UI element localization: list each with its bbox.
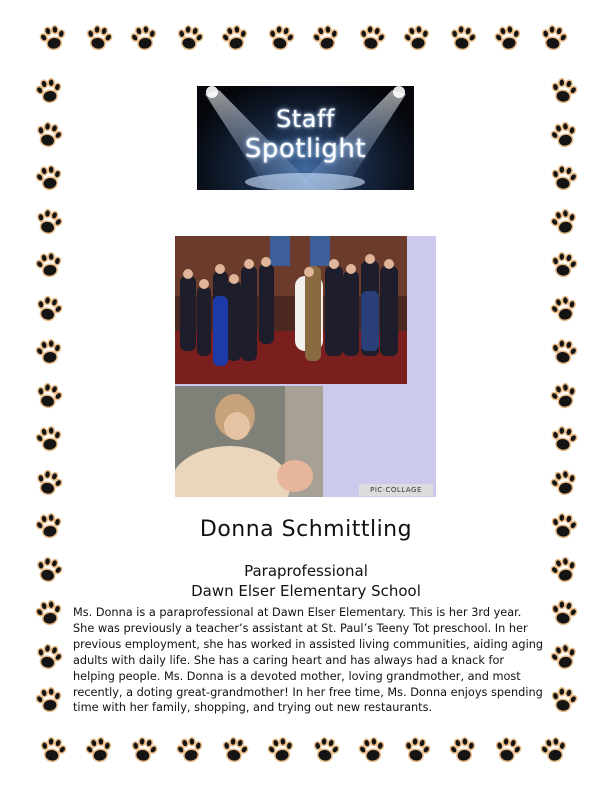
paw-print-icon	[172, 20, 208, 56]
paw-print-icon	[32, 422, 67, 457]
paw-print-icon	[32, 74, 67, 109]
banner-title-line1: Staff	[276, 105, 335, 133]
paw-print-icon	[35, 20, 71, 56]
paw-print-icon	[546, 638, 583, 675]
paw-print-icon	[536, 732, 572, 768]
paw-print-icon	[445, 732, 481, 768]
paw-print-icon	[490, 20, 526, 56]
paw-print-icon	[546, 203, 583, 240]
paw-print-icon	[547, 248, 582, 283]
paw-print-icon	[547, 161, 582, 196]
paw-print-icon	[547, 683, 582, 718]
paw-print-icon	[31, 638, 68, 675]
paw-print-icon	[31, 290, 68, 327]
paw-print-icon	[308, 732, 344, 768]
pic-collage-watermark: PIC·COLLAGE	[359, 484, 433, 496]
paw-print-icon	[308, 20, 344, 56]
paw-print-icon	[217, 732, 253, 768]
paw-print-icon	[126, 20, 162, 56]
paw-print-icon	[490, 732, 526, 768]
paw-print-icon	[32, 161, 67, 196]
paw-print-icon	[81, 732, 117, 768]
paw-print-icon	[445, 20, 481, 56]
paw-print-icon	[263, 20, 299, 56]
staff-title: Paraprofessional	[244, 562, 368, 580]
banner-title-line2: Spotlight	[244, 134, 367, 164]
family-group-photo	[175, 236, 407, 384]
staff-name: Donna Schmittling	[199, 517, 413, 542]
paw-print-icon	[31, 377, 68, 414]
paw-print-icon	[217, 20, 253, 56]
paw-print-icon	[547, 335, 582, 370]
staff-school: Dawn Elser Elementary School	[191, 582, 421, 600]
paw-print-icon	[546, 116, 583, 153]
paw-print-icon	[546, 464, 583, 501]
paw-print-icon	[31, 116, 68, 153]
paw-print-icon	[126, 732, 162, 768]
staff-spotlight-banner	[197, 86, 414, 190]
paw-print-icon	[35, 732, 71, 768]
family-photo-collage	[175, 236, 436, 497]
paw-print-icon	[399, 20, 435, 56]
paw-print-icon	[354, 20, 390, 56]
paw-print-icon	[32, 335, 67, 370]
grandmother-with-baby-photo	[175, 386, 323, 497]
paw-print-icon	[546, 377, 583, 414]
paw-print-icon	[399, 732, 435, 768]
paw-print-icon	[32, 248, 67, 283]
paw-print-icon	[81, 20, 117, 56]
paw-print-icon	[172, 732, 208, 768]
paw-print-icon	[31, 203, 68, 240]
staff-role	[0, 561, 612, 601]
paw-print-icon	[263, 732, 299, 768]
paw-print-icon	[547, 74, 582, 109]
paw-print-icon	[546, 290, 583, 327]
paw-print-icon	[32, 683, 67, 718]
paw-print-icon	[354, 732, 390, 768]
paw-print-icon	[536, 20, 572, 56]
paw-print-icon	[547, 422, 582, 457]
paw-print-icon	[31, 464, 68, 501]
staff-bio: Ms. Donna is a paraprofessional at Dawn Elser Elementary. This is her 3rd year. She was previously a teacher’s assistant at St. Paul’s Teeny Tot preschool. In her previous employment, she has worked in assisted living communities, aiding aging adults with daily life. She has a caring heart and has always had a knack for helping people. Ms. Donna is a devoted mother, loving grandmother, and most recently, a doting great-grandmother! In her free time, Ms. Donna enjoys spending time with her family, shopping, and trying out new restaurants.	[73, 606, 544, 715]
